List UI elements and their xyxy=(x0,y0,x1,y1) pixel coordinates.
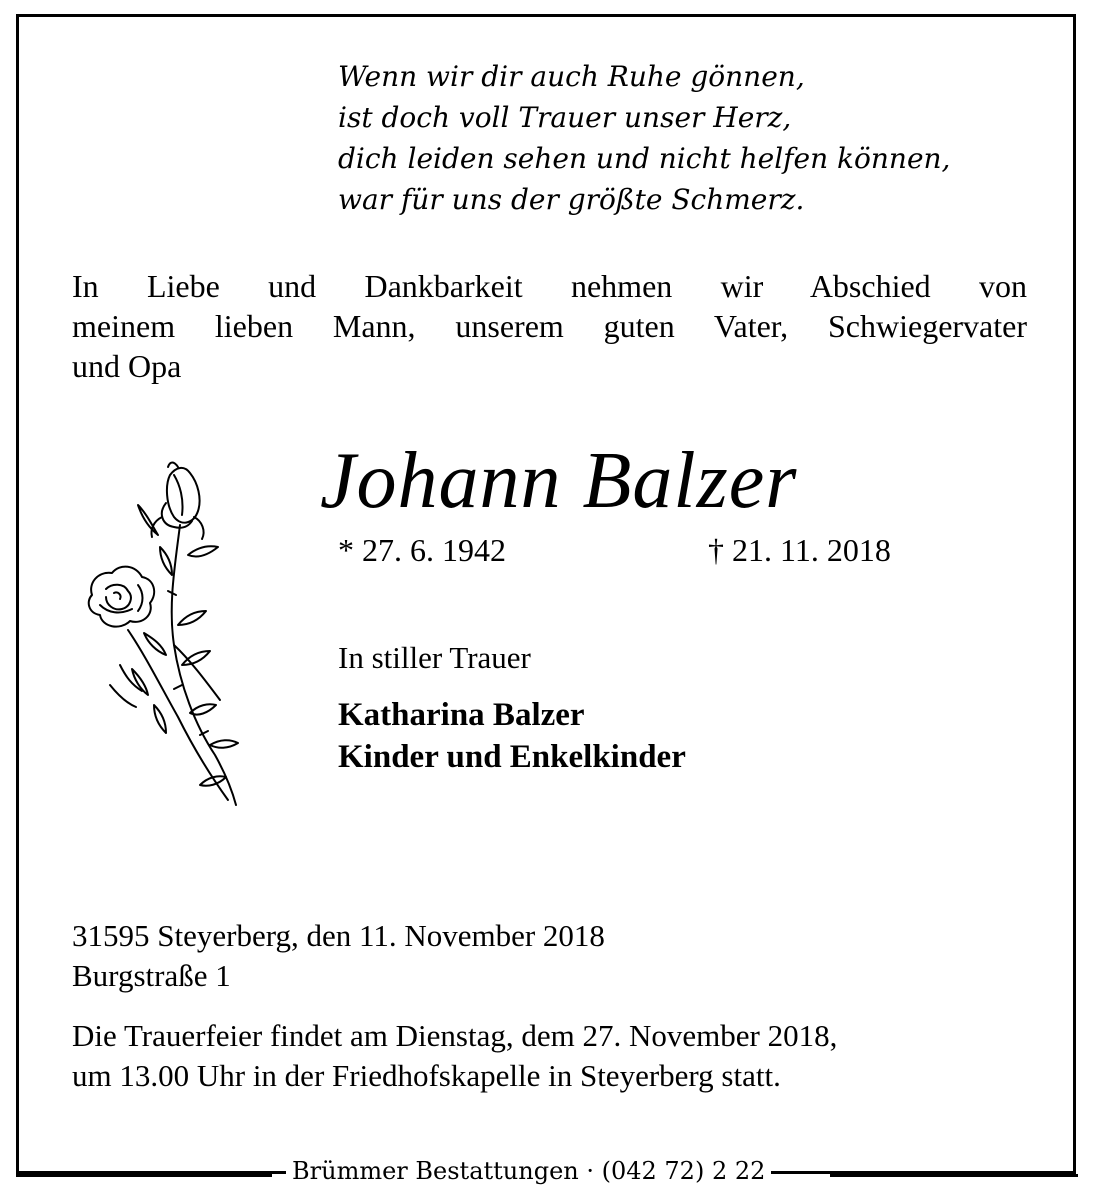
footer-rule-left xyxy=(16,1174,272,1177)
death-date: † 21. 11. 2018 xyxy=(708,532,891,568)
place-date-line: 31595 Steyerberg, den 11. November 2018 xyxy=(72,918,605,953)
intro-line: meinem lieben Mann, unserem guten Vater, Schwiegervater xyxy=(72,308,1027,344)
poem-line: dich leiden sehen und nicht helfen können, xyxy=(338,142,951,175)
deceased-name: Johann Balzer xyxy=(320,437,798,525)
mourner-names xyxy=(338,694,686,778)
funeral-home-footer: Brümmer Bestattungen · (042 72) 2 22 xyxy=(286,1156,771,1186)
poem-line: war für uns der größte Schmerz. xyxy=(338,183,805,216)
mourner-name: Kinder und Enkelkinder xyxy=(338,739,686,775)
ceremony-line: Die Trauerfeier findet am Dienstag, dem 27. November 2018, xyxy=(72,1018,838,1053)
poem xyxy=(338,56,950,220)
intro-line: und Opa xyxy=(72,348,182,384)
footer-rule-right xyxy=(830,1174,1078,1177)
address-block xyxy=(72,916,605,996)
street-line: Burgstraße 1 xyxy=(72,958,231,993)
birth-date: * 27. 6. 1942 xyxy=(338,532,506,568)
intro-line: In Liebe und Dankbarkeit nehmen wir Abschied von xyxy=(72,268,1027,304)
mourner-name: Katharina Balzer xyxy=(338,697,585,733)
poem-line: Wenn wir dir auch Ruhe gönnen, xyxy=(338,60,805,93)
ceremony-info xyxy=(72,1016,837,1096)
ceremony-line: um 13.00 Uhr in der Friedhofskapelle in Steyerberg statt. xyxy=(72,1058,781,1093)
rose-illustration-icon xyxy=(70,455,260,810)
mourning-heading: In stiller Trauer xyxy=(338,640,531,675)
poem-line: ist doch voll Trauer unser Herz, xyxy=(338,101,792,134)
intro-text xyxy=(72,266,1027,386)
